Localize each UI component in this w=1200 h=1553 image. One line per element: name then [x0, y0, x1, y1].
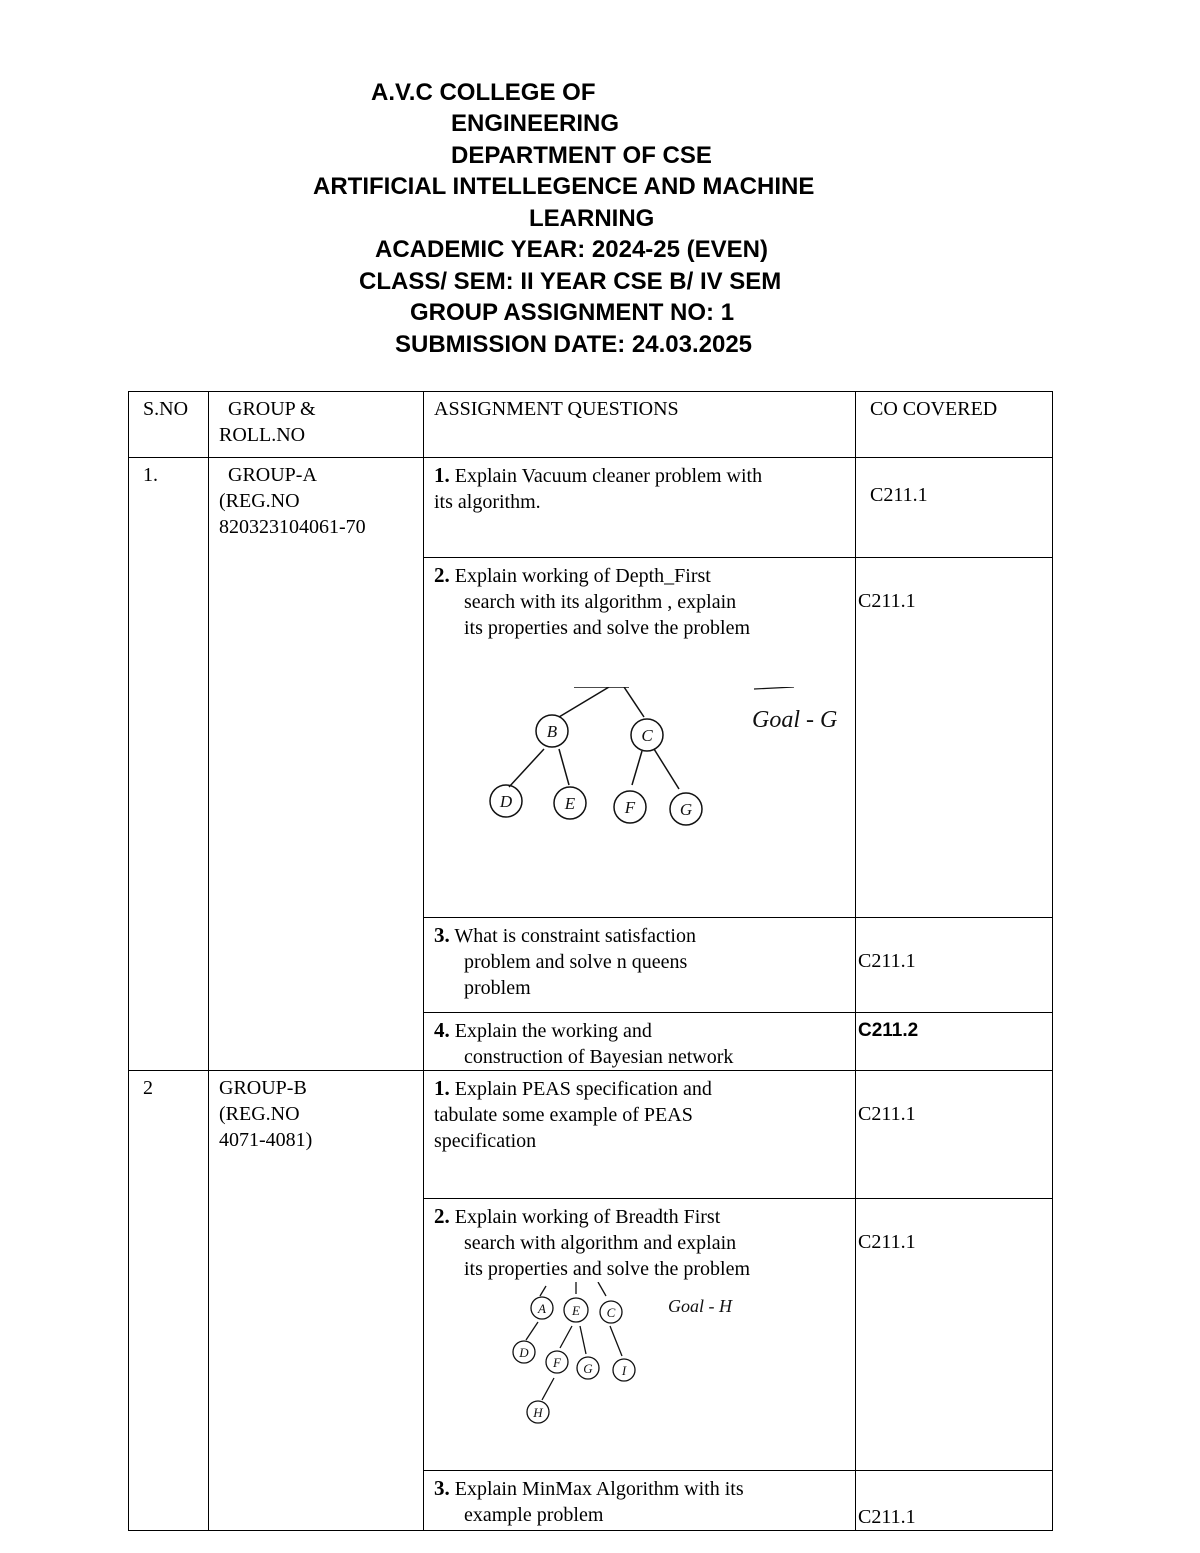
question-cell: [424, 1013, 856, 1071]
co-value: C211.1: [858, 1103, 916, 1125]
table-header-row: [129, 392, 1053, 458]
question-text: its properties and solve the problem: [464, 1258, 751, 1280]
group-a-sno: [129, 458, 209, 1071]
bfs-tree-diagram: [494, 1282, 845, 1432]
header-line-department: DEPARTMENT OF CSE: [451, 142, 712, 169]
dfs-tree-diagram: [464, 687, 845, 847]
tree-edge: [654, 749, 679, 789]
question-text: Explain working of Breadth First: [454, 1206, 721, 1228]
header-line-submission-date: SUBMISSION DATE: 24.03.2025: [395, 331, 753, 358]
question-cell: [424, 458, 856, 558]
tree-node-label: I: [621, 1363, 627, 1378]
bfs-tree-svg: [494, 1282, 834, 1432]
question-cell: [424, 1471, 856, 1531]
question-number: 2.: [434, 1204, 450, 1228]
header-sno-label: S.NO: [143, 398, 189, 420]
question-text: problem: [464, 977, 531, 999]
assignment-table: [128, 391, 1053, 1531]
goal-label: Goal - G: [752, 707, 838, 733]
tree-edge: [598, 1282, 606, 1296]
question-cell: [424, 1199, 856, 1471]
question-text: Explain PEAS specification and: [454, 1078, 712, 1100]
tree-node-label: H: [533, 1405, 543, 1420]
question-text: problem and solve n queens: [464, 951, 688, 973]
tree-edge: [580, 1326, 586, 1354]
header-group-line1: GROUP &: [228, 398, 316, 420]
question-text: example problem: [464, 1504, 604, 1526]
question-text: specification: [434, 1130, 537, 1152]
tree-node-label: G: [583, 1361, 593, 1376]
tree-edge: [560, 1326, 572, 1348]
co-value: C211.1: [858, 950, 916, 972]
header-line-college: A.V.C COLLEGE OF: [371, 79, 596, 106]
group-a-reg-line2: 820323104061-70: [219, 516, 366, 538]
group-b-cell: [209, 1071, 424, 1531]
question-text: tabulate some example of PEAS: [434, 1104, 693, 1126]
header-questions-label: ASSIGNMENT QUESTIONS: [434, 398, 679, 420]
question-text: Explain working of Depth_First: [454, 565, 711, 587]
tree-node-label: C: [606, 1305, 616, 1320]
tree-node-label: F: [553, 1355, 561, 1370]
header-sno: [129, 392, 209, 458]
question-cell: [424, 558, 856, 918]
tree-edge: [632, 751, 642, 785]
tree-edge: [526, 1322, 538, 1340]
tree-node-label: A: [538, 1301, 546, 1316]
co-cell: [856, 1471, 1053, 1531]
group-b-reg-line2: 4071-4081): [219, 1129, 313, 1151]
co-cell: [856, 1199, 1053, 1471]
goal-label: Goal - H: [668, 1296, 732, 1316]
tree-node-label: E: [564, 794, 576, 813]
tree-node-label: C: [641, 726, 653, 745]
question-number: 3.: [434, 1476, 450, 1500]
header-co-label: CO COVERED: [870, 398, 998, 420]
dfs-tree-svg: [464, 687, 856, 847]
question-number: 1.: [434, 1076, 450, 1100]
header-questions: [424, 392, 856, 458]
tree-node-label: E: [572, 1303, 580, 1318]
header-group: [209, 392, 424, 458]
tree-edge: [540, 1286, 546, 1296]
tree-edge: [542, 1378, 554, 1400]
question-text: Explain Vacuum cleaner problem with: [454, 465, 763, 487]
co-cell: [856, 458, 1053, 558]
question-number: 4.: [434, 1018, 450, 1042]
question-text: construction of Bayesian network: [464, 1046, 734, 1068]
question-text: its properties and solve the problem: [464, 617, 751, 639]
tree-node-label: G: [679, 800, 693, 819]
table-row: [129, 1071, 1053, 1199]
question-cell: [424, 918, 856, 1013]
question-text: Explain MinMax Algorithm with its: [454, 1478, 744, 1500]
header-co: [856, 392, 1053, 458]
group-a-sno-text: 1.: [143, 464, 158, 486]
tree-node-label: D: [519, 1345, 529, 1360]
tree-edge: [559, 749, 569, 785]
co-value: C211.1: [858, 1506, 916, 1528]
tree-node-label: B: [546, 722, 558, 741]
tree-edge: [624, 687, 644, 717]
group-a-cell: [209, 458, 424, 1071]
co-value: C211.2: [858, 1020, 919, 1041]
tree-edge: [559, 687, 609, 717]
table-row: [129, 458, 1053, 558]
header-line-class-sem: CLASS/ SEM: II YEAR CSE B/ IV SEM: [359, 268, 782, 295]
group-b-sno-text: 2: [143, 1077, 153, 1099]
question-text: Explain the working and: [454, 1020, 652, 1042]
header-line-engineering: ENGINEERING: [451, 110, 620, 137]
group-b-reg-line1: (REG.NO: [219, 1103, 300, 1125]
header-line-academic-year: ACADEMIC YEAR: 2024-25 (EVEN): [375, 236, 768, 263]
question-text: search with its algorithm , explain: [464, 591, 737, 613]
question-text: its algorithm.: [434, 491, 541, 513]
co-value: C211.1: [858, 590, 916, 612]
co-cell: [856, 918, 1053, 1013]
question-number: 3.: [434, 923, 450, 947]
group-a-name: GROUP-A: [228, 464, 317, 486]
tree-edge: [610, 1326, 622, 1356]
co-cell: [856, 558, 1053, 918]
header-line-subject-cont: LEARNING: [529, 205, 655, 232]
header-line-subject: ARTIFICIAL INTELLEGENCE AND MACHINE: [313, 173, 815, 200]
question-number: 1.: [434, 463, 450, 487]
co-cell: [856, 1071, 1053, 1199]
tree-edge: [509, 749, 544, 787]
tree-node-label: D: [499, 792, 513, 811]
group-b-sno: [129, 1071, 209, 1531]
co-value: C211.1: [858, 1231, 916, 1253]
tree-node-label: F: [624, 798, 636, 817]
question-number: 2.: [434, 563, 450, 587]
header-group-line2: ROLL.NO: [219, 424, 306, 446]
question-text: search with algorithm and explain: [464, 1232, 737, 1254]
group-a-reg-line1: (REG.NO: [219, 490, 300, 512]
co-cell: [856, 1013, 1053, 1071]
question-cell: [424, 1071, 856, 1199]
question-text: What is constraint satisfaction: [454, 925, 696, 947]
co-value: C211.1: [870, 484, 928, 506]
header-line-assignment-no: GROUP ASSIGNMENT NO: 1: [410, 299, 735, 326]
group-b-name: GROUP-B: [219, 1077, 307, 1099]
